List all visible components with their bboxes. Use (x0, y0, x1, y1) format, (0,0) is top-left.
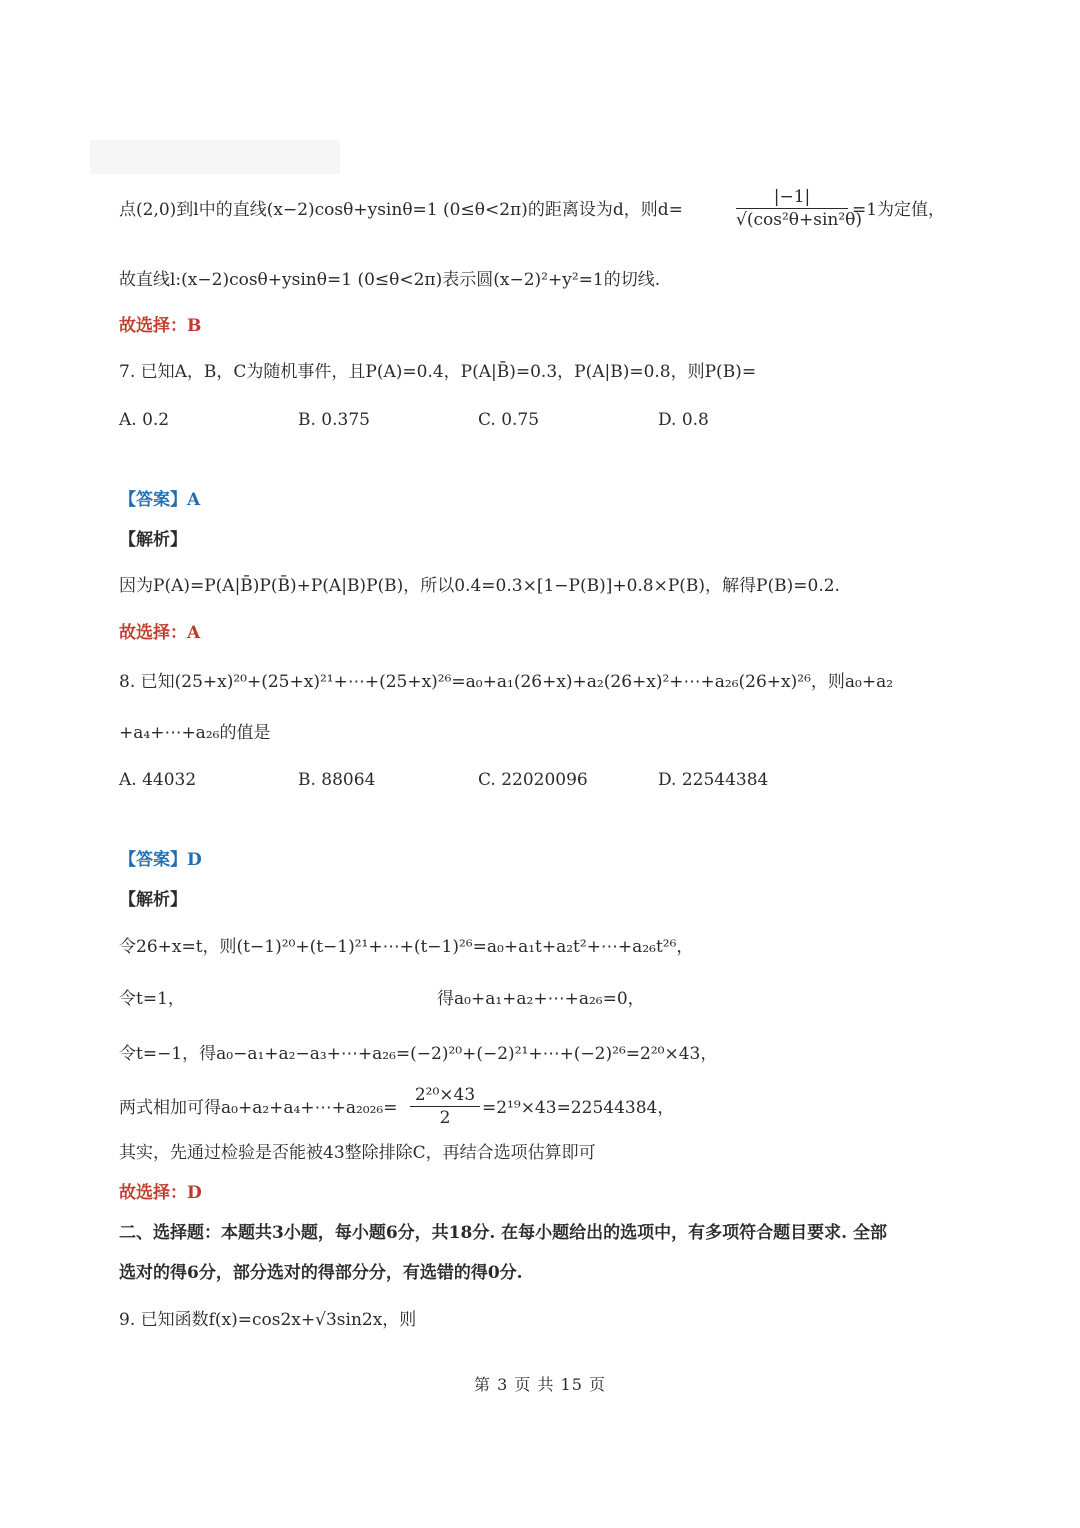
answer-8: 【答案】D (119, 850, 202, 870)
q7-option-b: B. 0.375 (298, 410, 370, 430)
q7-option-c: C. 0.75 (478, 410, 540, 430)
analysis-label-7: 【解析】 (119, 530, 187, 550)
q8-option-c: C. 22020096 (478, 770, 588, 790)
fraction-numerator: 2²⁰×43 (410, 1084, 480, 1107)
question-8-cont: +a₄+⋯+a₂₆的值是 (119, 723, 271, 743)
page-footer: 第 3 页 共 15 页 (474, 1375, 606, 1394)
choice-line-7: 故选择：A (119, 623, 201, 643)
analysis-7: 因为P(A)=P(A|B̄)P(B̄)+P(A|B)P(B)，所以0.4=0.3×[1−P(B)]+0.8×P(B)，解得P(B)=0.2. (119, 576, 840, 596)
analysis-8-step-3: 令t=−1，得a₀−a₁+a₂−a₃+⋯+a₂₆=(−2)²⁰+(−2)²¹+⋯+(−2)²⁶=2²⁰×43， (119, 1044, 718, 1064)
q7-option-a: A. 0.2 (119, 410, 170, 430)
analysis-8-step-2b: 得a₀+a₁+a₂+⋯+a₂₆=0， (437, 989, 645, 1009)
analysis-8-step-1: 令26+x=t，则(t−1)²⁰+(t−1)²¹+⋯+(t−1)²⁶=a₀+a₁t+a₂t²+⋯+a₂₆t²⁶， (119, 937, 694, 957)
solution-line-distance (119, 198, 683, 222)
analysis-8-note: 其实，先通过检验是否能被43整除排除C，再结合选项估算即可 (119, 1143, 596, 1163)
fraction-numerator: |−1| (736, 186, 848, 209)
choice-line-8: 故选择：D (119, 1183, 202, 1203)
q8-option-a: A. 44032 (119, 770, 197, 790)
question-8: 8. 已知(25+x)²⁰+(25+x)²¹+⋯+(25+x)²⁶=a₀+a₁(26+x)+a₂(26+x)²+⋯+a₂₆(26+x)²⁶，则a₀+a₂ (119, 672, 894, 692)
q8-option-d: D. 22544384 (658, 770, 769, 790)
distance-fraction (736, 186, 863, 231)
fraction-denominator: √(cos²θ+sin²θ) (736, 210, 863, 230)
distance-tail: =1为定值， (852, 200, 946, 220)
analysis-8-step-4a: 两式相加可得a₀+a₂+a₄+⋯+a₂₀₂₆= (119, 1098, 398, 1118)
analysis-label-8: 【解析】 (119, 890, 187, 910)
question-7: 7. 已知A，B，C为随机事件，且P(A)=0.4，P(A|B̄)=0.3，P(A|B)=0.8，则P(B)= (119, 362, 757, 382)
step-4-fraction (410, 1084, 480, 1129)
section-2-heading: 二、选择题：本题共3小题，每小题6分，共18分. 在每小题给出的选项中，有多项符合题目要求. 全部 (119, 1223, 887, 1243)
analysis-8-step-2a: 令t=1， (119, 989, 185, 1009)
header-faded-area (90, 140, 340, 174)
q8-option-b: B. 88064 (298, 770, 376, 790)
solution-line-tangent: 故直线l:(x−2)cosθ+ysinθ=1 (0≤θ<2π)表示圆(x−2)²+y²=1的切线. (119, 270, 661, 290)
q7-option-d: D. 0.8 (658, 410, 709, 430)
text: 点(2,0)到l中的直线(x−2)cosθ+ysinθ=1 (0≤θ<2π)的距离设为d，则d= (119, 200, 683, 220)
analysis-8-step-4b: =2¹⁹×43=22544384， (482, 1098, 675, 1118)
fraction-denominator: 2 (439, 1108, 451, 1128)
answer-7: 【答案】A (119, 490, 201, 510)
choice-line-6: 故选择：B (119, 316, 202, 336)
question-9: 9. 已知函数f(x)=cos2x+√3sin2x，则 (119, 1310, 417, 1330)
section-2-heading-cont: 选对的得6分，部分选对的得部分分，有选错的得0分. (119, 1263, 523, 1283)
